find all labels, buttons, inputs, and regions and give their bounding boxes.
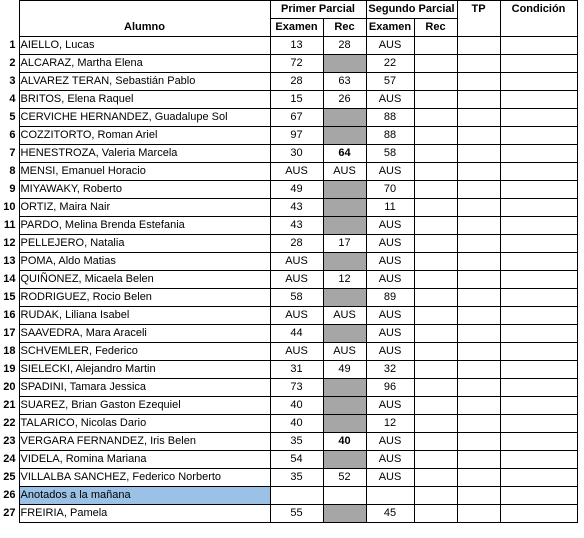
rec-1-cell[interactable] (323, 379, 366, 397)
row-number[interactable]: 27 (3, 507, 16, 519)
examen-2-cell[interactable]: AUS (366, 325, 414, 343)
row-number[interactable]: 25 (3, 471, 16, 483)
student-row (0, 469, 577, 487)
rec-1-cell[interactable]: 12 (323, 271, 366, 289)
examen-2-cell[interactable]: 45 (366, 505, 414, 523)
student-name[interactable]: SUAREZ, Brian Gaston Ezequiel (19, 397, 270, 415)
condicion-cell[interactable] (500, 451, 577, 469)
examen-2-cell[interactable]: AUS (366, 433, 414, 451)
student-name[interactable]: QUIÑONEZ, Micaela Belen (19, 271, 270, 289)
row-number[interactable]: 15 (3, 291, 16, 303)
rec-1-cell[interactable]: 28 (323, 37, 366, 55)
tp-cell[interactable] (457, 235, 500, 253)
rec-2-cell[interactable] (414, 37, 457, 55)
examen-1-cell[interactable]: 55 (270, 505, 323, 523)
empty-cell[interactable] (270, 487, 323, 505)
condicion-cell[interactable] (500, 361, 577, 379)
tp-cell[interactable] (457, 163, 500, 181)
rec-2-cell[interactable] (414, 361, 457, 379)
student-row (0, 55, 577, 73)
rec-1-cell[interactable]: 49 (323, 361, 366, 379)
tp-cell[interactable] (457, 253, 500, 271)
row-number[interactable]: 19 (3, 363, 16, 375)
examen-1-cell[interactable]: AUS (270, 307, 323, 325)
examen-1-cell[interactable]: 15 (270, 91, 323, 109)
student-name[interactable]: RODRIGUEZ, Rocio Belen (19, 289, 270, 307)
student-name[interactable]: HENESTROZA, Valeria Marcela (19, 145, 270, 163)
tp-cell[interactable] (457, 37, 500, 55)
rec-2-cell[interactable] (414, 217, 457, 235)
rec-1-cell[interactable] (323, 397, 366, 415)
student-row (0, 361, 577, 379)
row-number[interactable]: 26 (3, 489, 16, 501)
rec-2-cell[interactable] (414, 433, 457, 451)
rec-2-cell[interactable] (414, 109, 457, 127)
student-row (0, 397, 577, 415)
tp-cell[interactable] (457, 343, 500, 361)
examen-2-cell[interactable]: AUS (366, 253, 414, 271)
tp-cell[interactable] (457, 145, 500, 163)
rec-2-cell[interactable] (414, 289, 457, 307)
row-number[interactable]: 4 (9, 93, 16, 105)
condicion-cell[interactable] (500, 37, 577, 55)
tp-header[interactable]: TP (457, 1, 500, 19)
examen-1-cell[interactable]: 58 (270, 289, 323, 307)
student-row (0, 145, 577, 163)
empty-cell[interactable] (457, 487, 500, 505)
row-number[interactable]: 1 (9, 39, 16, 51)
condicion-cell[interactable] (500, 235, 577, 253)
header-row-1 (0, 1, 577, 19)
examen-1-cell[interactable]: AUS (270, 163, 323, 181)
segundo-parcial-header[interactable]: Segundo Parcial (366, 1, 457, 19)
tp-cell[interactable] (457, 271, 500, 289)
row-number[interactable]: 14 (3, 273, 16, 285)
rec-1-cell[interactable]: 26 (323, 91, 366, 109)
student-name[interactable]: ALVAREZ TERAN, Sebastián Pablo (19, 73, 270, 91)
examen-2-cell[interactable]: AUS (366, 469, 414, 487)
condicion-cell[interactable] (500, 109, 577, 127)
rec-1-cell[interactable] (323, 217, 366, 235)
rec-1-cell[interactable]: 52 (323, 469, 366, 487)
rec-2-cell[interactable] (414, 199, 457, 217)
condicion-cell[interactable] (500, 145, 577, 163)
rec-2-cell[interactable] (414, 235, 457, 253)
condicion-cell[interactable] (500, 505, 577, 523)
rec-2-cell[interactable] (414, 469, 457, 487)
student-name[interactable]: PELLEJERO, Natalia (19, 235, 270, 253)
student-name[interactable]: SPADINI, Tamara Jessica (19, 379, 270, 397)
student-name[interactable]: COZZITORTO, Roman Ariel (19, 127, 270, 145)
examen-1-cell[interactable]: 67 (270, 109, 323, 127)
rec-2-cell[interactable] (414, 307, 457, 325)
rec-1-cell[interactable]: AUS (323, 307, 366, 325)
rec-1-cell[interactable]: 64 (323, 145, 366, 163)
tp-cell[interactable] (457, 127, 500, 145)
condicion-cell[interactable] (500, 433, 577, 451)
student-row (0, 91, 577, 109)
row-number[interactable]: 9 (9, 183, 16, 195)
condicion-cell[interactable] (500, 199, 577, 217)
row-number[interactable]: 8 (9, 165, 16, 177)
tp-cell[interactable] (457, 55, 500, 73)
examen-1-cell[interactable]: 31 (270, 361, 323, 379)
examen-2-cell[interactable]: 96 (366, 379, 414, 397)
student-name[interactable]: TALARICO, Nicolas Dario (19, 415, 270, 433)
examen-1-cell[interactable]: 49 (270, 181, 323, 199)
student-name[interactable]: MIYAWAKY, Roberto (19, 181, 270, 199)
empty-cell[interactable] (366, 487, 414, 505)
examen-1-cell[interactable]: 54 (270, 451, 323, 469)
student-row (0, 433, 577, 451)
examen-1-header[interactable]: Examen (270, 19, 323, 37)
sheet-body (0, 1, 577, 523)
row-number-header[interactable] (0, 1, 19, 19)
tp-cell[interactable] (457, 397, 500, 415)
examen-1-cell[interactable]: 28 (270, 235, 323, 253)
student-row (0, 271, 577, 289)
student-name[interactable]: VERGARA FERNANDEZ, Iris Belen (19, 433, 270, 451)
examen-2-cell[interactable]: 70 (366, 181, 414, 199)
examen-2-cell[interactable]: 12 (366, 415, 414, 433)
rec-1-cell[interactable] (323, 199, 366, 217)
examen-1-cell[interactable]: AUS (270, 271, 323, 289)
tp-cell[interactable] (457, 91, 500, 109)
row-number[interactable]: 23 (3, 435, 16, 447)
rec-1-cell[interactable]: 40 (323, 433, 366, 451)
condicion-cell[interactable] (500, 415, 577, 433)
row-number-header[interactable] (0, 19, 19, 37)
student-name[interactable]: VIDELA, Romina Mariana (19, 451, 270, 469)
rec-1-cell[interactable] (323, 55, 366, 73)
condicion-cell[interactable] (500, 289, 577, 307)
tp-header-bottom[interactable] (457, 19, 500, 37)
condicion-cell[interactable] (500, 73, 577, 91)
row-number[interactable]: 3 (9, 75, 16, 87)
tp-cell[interactable] (457, 505, 500, 523)
student-row (0, 199, 577, 217)
student-row (0, 325, 577, 343)
rec-1-cell[interactable]: AUS (323, 343, 366, 361)
tp-cell[interactable] (457, 109, 500, 127)
condicion-cell[interactable] (500, 163, 577, 181)
student-row (0, 451, 577, 469)
examen-1-cell[interactable]: AUS (270, 343, 323, 361)
tp-cell[interactable] (457, 199, 500, 217)
student-name[interactable]: ALCARAZ, Martha Elena (19, 55, 270, 73)
student-name[interactable]: AIELLO, Lucas (19, 37, 270, 55)
rec-2-cell[interactable] (414, 163, 457, 181)
examen-2-cell[interactable]: AUS (366, 397, 414, 415)
student-name[interactable]: SIELECKI, Alejandro Martin (19, 361, 270, 379)
student-row (0, 415, 577, 433)
student-row (0, 253, 577, 271)
examen-2-cell[interactable]: AUS (366, 271, 414, 289)
rec-1-cell[interactable] (323, 253, 366, 271)
examen-1-cell[interactable]: 97 (270, 127, 323, 145)
student-row (0, 37, 577, 55)
row-number[interactable]: 22 (3, 417, 16, 429)
tp-cell[interactable] (457, 307, 500, 325)
examen-2-cell[interactable]: 22 (366, 55, 414, 73)
student-row (0, 73, 577, 91)
examen-1-cell[interactable]: 28 (270, 73, 323, 91)
student-name[interactable]: SCHVEMLER, Federico (19, 343, 270, 361)
examen-2-cell[interactable]: 57 (366, 73, 414, 91)
examen-2-cell[interactable]: 89 (366, 289, 414, 307)
examen-2-cell[interactable]: AUS (366, 37, 414, 55)
rec-2-cell[interactable] (414, 73, 457, 91)
row-number[interactable]: 10 (3, 201, 16, 213)
tp-cell[interactable] (457, 415, 500, 433)
empty-cell[interactable] (500, 487, 577, 505)
examen-1-cell[interactable]: 40 (270, 397, 323, 415)
rec-1-cell[interactable] (323, 325, 366, 343)
tp-cell[interactable] (457, 73, 500, 91)
rec-2-cell[interactable] (414, 145, 457, 163)
rec-1-cell[interactable] (323, 451, 366, 469)
condicion-cell[interactable] (500, 307, 577, 325)
examen-1-cell[interactable]: 72 (270, 55, 323, 73)
condicion-cell[interactable] (500, 397, 577, 415)
examen-2-cell[interactable]: AUS (366, 235, 414, 253)
student-row (0, 379, 577, 397)
tp-cell[interactable] (457, 361, 500, 379)
condicion-header-bottom[interactable] (500, 19, 577, 37)
examen-2-cell[interactable]: 32 (366, 361, 414, 379)
condicion-cell[interactable] (500, 271, 577, 289)
examen-2-cell[interactable]: 88 (366, 127, 414, 145)
condicion-cell[interactable] (500, 469, 577, 487)
tp-cell[interactable] (457, 451, 500, 469)
student-name[interactable]: POMA, Aldo Matias (19, 253, 270, 271)
alumno-header-top[interactable] (19, 1, 270, 19)
rec-1-cell[interactable] (323, 289, 366, 307)
row-number[interactable]: 20 (3, 381, 16, 393)
student-row (0, 307, 577, 325)
student-row (0, 235, 577, 253)
student-name[interactable]: BRITOS, Elena Raquel (19, 91, 270, 109)
student-row (0, 289, 577, 307)
condicion-cell[interactable] (500, 325, 577, 343)
header-row-2 (0, 19, 577, 37)
tp-cell[interactable] (457, 181, 500, 199)
student-name[interactable]: VILLALBA SANCHEZ, Federico Norberto (19, 469, 270, 487)
student-name[interactable]: RUDAK, Liliana Isabel (19, 307, 270, 325)
tp-cell[interactable] (457, 289, 500, 307)
student-name[interactable]: CERVICHE HERNANDEZ, Guadalupe Sol (19, 109, 270, 127)
examen-1-cell[interactable]: 73 (270, 379, 323, 397)
rec-2-cell[interactable] (414, 253, 457, 271)
student-row (0, 505, 577, 523)
examen-2-cell[interactable]: 88 (366, 109, 414, 127)
rec-1-cell[interactable] (323, 181, 366, 199)
rec-1-cell[interactable]: 17 (323, 235, 366, 253)
section-row (0, 487, 577, 505)
student-row (0, 163, 577, 181)
condicion-cell[interactable] (500, 379, 577, 397)
condicion-cell[interactable] (500, 253, 577, 271)
rec-1-cell[interactable] (323, 109, 366, 127)
rec-2-cell[interactable] (414, 505, 457, 523)
row-number[interactable]: 21 (3, 399, 16, 411)
examen-1-cell[interactable]: 30 (270, 145, 323, 163)
examen-2-cell[interactable]: AUS (366, 91, 414, 109)
examen-2-cell[interactable]: AUS (366, 163, 414, 181)
tp-cell[interactable] (457, 325, 500, 343)
condicion-cell[interactable] (500, 343, 577, 361)
rec-2-header[interactable]: Rec (414, 19, 457, 37)
rec-2-cell[interactable] (414, 91, 457, 109)
tp-cell[interactable] (457, 433, 500, 451)
rec-2-cell[interactable] (414, 415, 457, 433)
rec-2-cell[interactable] (414, 127, 457, 145)
rec-2-cell[interactable] (414, 271, 457, 289)
rec-1-header[interactable]: Rec (323, 19, 366, 37)
condicion-cell[interactable] (500, 55, 577, 73)
condicion-cell[interactable] (500, 91, 577, 109)
rec-1-cell[interactable] (323, 127, 366, 145)
student-name[interactable]: ORTIZ, Maira Nair (19, 199, 270, 217)
examen-2-cell[interactable]: 58 (366, 145, 414, 163)
examen-2-cell[interactable]: AUS (366, 307, 414, 325)
examen-1-cell[interactable]: 43 (270, 199, 323, 217)
rec-2-cell[interactable] (414, 55, 457, 73)
rec-1-cell[interactable]: 63 (323, 73, 366, 91)
condicion-header[interactable]: Condición (500, 1, 577, 19)
student-row (0, 109, 577, 127)
rec-2-cell[interactable] (414, 325, 457, 343)
rec-2-cell[interactable] (414, 181, 457, 199)
row-number[interactable]: 16 (3, 309, 16, 321)
row-number[interactable]: 24 (3, 453, 16, 465)
examen-1-cell[interactable]: 43 (270, 217, 323, 235)
alumno-header[interactable]: Alumno (19, 19, 270, 37)
student-name[interactable]: PARDO, Melina Brenda Estefania (19, 217, 270, 235)
examen-2-cell[interactable]: 11 (366, 199, 414, 217)
rec-1-cell[interactable]: AUS (323, 163, 366, 181)
examen-2-cell[interactable]: AUS (366, 217, 414, 235)
rec-2-cell[interactable] (414, 397, 457, 415)
examen-1-cell[interactable]: 13 (270, 37, 323, 55)
examen-1-cell[interactable]: 40 (270, 415, 323, 433)
tp-cell[interactable] (457, 217, 500, 235)
examen-1-cell[interactable]: 35 (270, 433, 323, 451)
student-row (0, 217, 577, 235)
row-number[interactable]: 11 (3, 219, 16, 231)
examen-2-cell[interactable]: AUS (366, 343, 414, 361)
examen-2-header[interactable]: Examen (366, 19, 414, 37)
student-name[interactable]: MENSI, Emanuel Horacio (19, 163, 270, 181)
examen-1-cell[interactable]: 35 (270, 469, 323, 487)
row-number[interactable]: 13 (3, 255, 16, 267)
student-name[interactable]: SAAVEDRA, Mara Araceli (19, 325, 270, 343)
empty-cell[interactable] (414, 487, 457, 505)
student-row (0, 343, 577, 361)
rec-1-cell[interactable] (323, 505, 366, 523)
student-row (0, 181, 577, 199)
tp-cell[interactable] (457, 469, 500, 487)
row-number[interactable]: 7 (9, 147, 16, 159)
row-number[interactable]: 17 (3, 327, 16, 339)
row-number[interactable]: 5 (9, 111, 16, 123)
examen-1-cell[interactable]: AUS (270, 253, 323, 271)
empty-cell[interactable] (323, 487, 366, 505)
row-number[interactable]: 2 (9, 57, 16, 69)
row-number[interactable]: 12 (3, 237, 16, 249)
condicion-cell[interactable] (500, 217, 577, 235)
section-label[interactable]: Anotados a la mañana (19, 487, 270, 505)
condicion-cell[interactable] (500, 127, 577, 145)
rec-2-cell[interactable] (414, 379, 457, 397)
student-row (0, 127, 577, 145)
row-number[interactable]: 6 (9, 129, 16, 141)
rec-1-cell[interactable] (323, 415, 366, 433)
row-number[interactable]: 18 (3, 345, 16, 357)
condicion-cell[interactable] (500, 181, 577, 199)
rec-2-cell[interactable] (414, 451, 457, 469)
examen-1-cell[interactable]: 44 (270, 325, 323, 343)
tp-cell[interactable] (457, 379, 500, 397)
rec-2-cell[interactable] (414, 343, 457, 361)
examen-2-cell[interactable]: AUS (366, 451, 414, 469)
primer-parcial-header[interactable]: Primer Parcial (270, 1, 366, 19)
student-name[interactable]: FREIRIA, Pamela (19, 505, 270, 523)
